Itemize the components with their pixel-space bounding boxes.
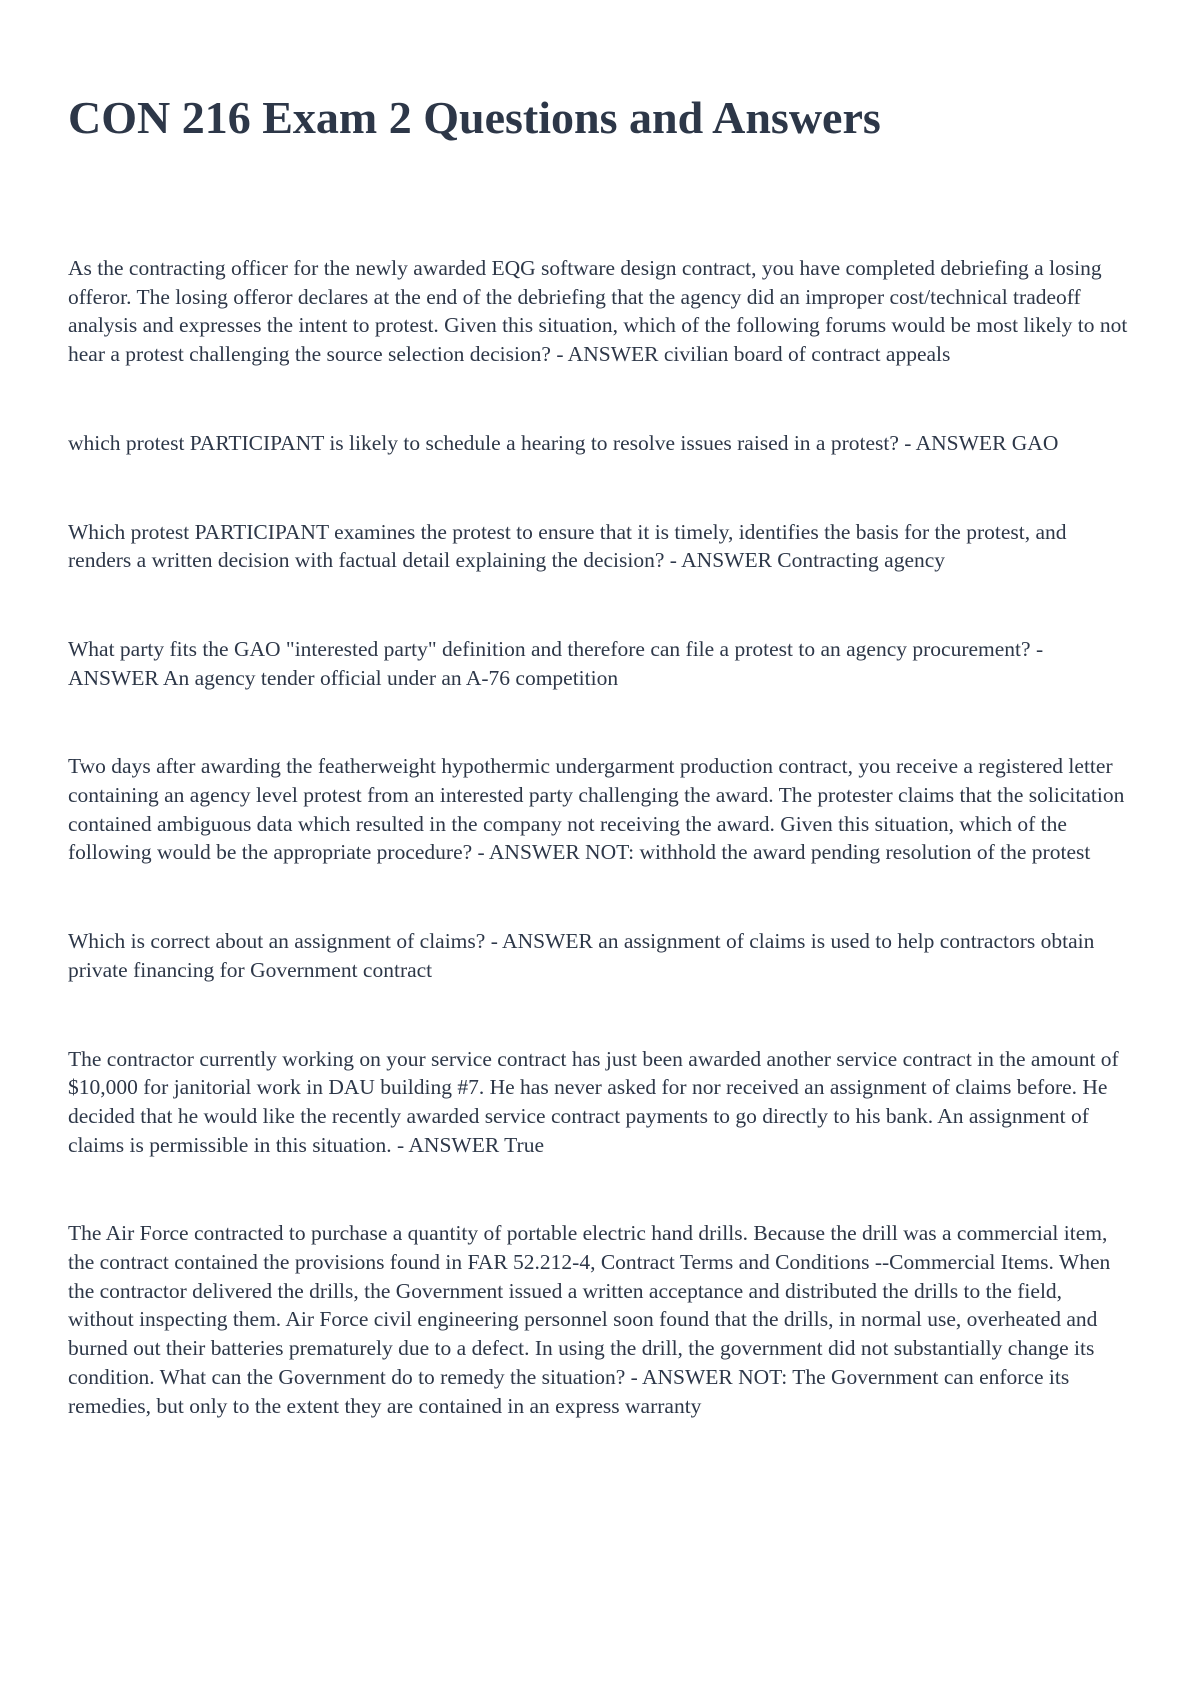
- document-title: CON 216 Exam 2 Questions and Answers: [68, 92, 881, 143]
- qa-list: [68, 254, 1128, 1480]
- qa-item-7: The contractor currently working on your service contract has just been awarded another service contract in the amount of $10,000 for janitorial work in DAU building #7. He has never asked for nor received an assignment of claims before. He decided that he would like the recently awarded service contract payments to go directly to his bank. An assignment of claims is permissible in this situation. - ANSWER True: [68, 1046, 1119, 1157]
- qa-item-4: What party fits the GAO "interested party" definition and therefore can file a protest to an agency procurement? - ANSWER An agency tender official under an A-76 competition: [68, 636, 1044, 690]
- qa-item-8: The Air Force contracted to purchase a quantity of portable electric hand drills. Because the drill was a commercial item, the contract contained the provisions found in FAR 52.212-4, Contract Terms and Conditions --Commercial Items. When the contractor delivered the drills, the Government issued a written acceptance and distributed the drills to the field, without inspecting them. Air Force civil engineering personnel soon found that the drills, in normal use, overheated and burned out their batteries prematurely due to a defect. In using the drill, the government did not substantially change its condition. What can the Government do to remedy the situation? - ANSWER NOT: The Government can enforce its remedies, but only to the extent they are contained in an express warranty: [68, 1221, 1111, 1418]
- qa-item-1: As the contracting officer for the newly awarded EQG software design contract, you have completed debriefing a losing offeror. The losing offeror declares at the end of the debriefing that the agency did an improper cost/technical tradeoff analysis and expresses the intent to protest. Given this situation, which of the following forums would be most likely to not hear a protest challenging the source selection decision? - ANSWER civilian board of contract appeals: [68, 256, 1128, 367]
- qa-item-5: Two days after awarding the featherweight hypothermic undergarment production contract, you receive a registered letter containing an agency level protest from an interested party challenging the award. The protester claims that the solicitation contained ambiguous data which resulted in the company not receiving the award. Given this situation, which of the following would be the appropriate procedure? - ANSWER NOT: withhold the award pending resolution of the protest: [68, 754, 1125, 865]
- qa-item-2: which protest PARTICIPANT is likely to schedule a hearing to resolve issues raised in a protest? - ANSWER GAO: [68, 430, 1059, 455]
- qa-item-3: Which protest PARTICIPANT examines the protest to ensure that it is timely, identifies the basis for the protest, and renders a written decision with factual detail explaining the decision? - ANSWER Contracting agency: [68, 519, 1067, 573]
- qa-item-6: Which is correct about an assignment of claims? - ANSWER an assignment of claims is used to help contractors obtain private financing for Government contract: [68, 929, 1095, 982]
